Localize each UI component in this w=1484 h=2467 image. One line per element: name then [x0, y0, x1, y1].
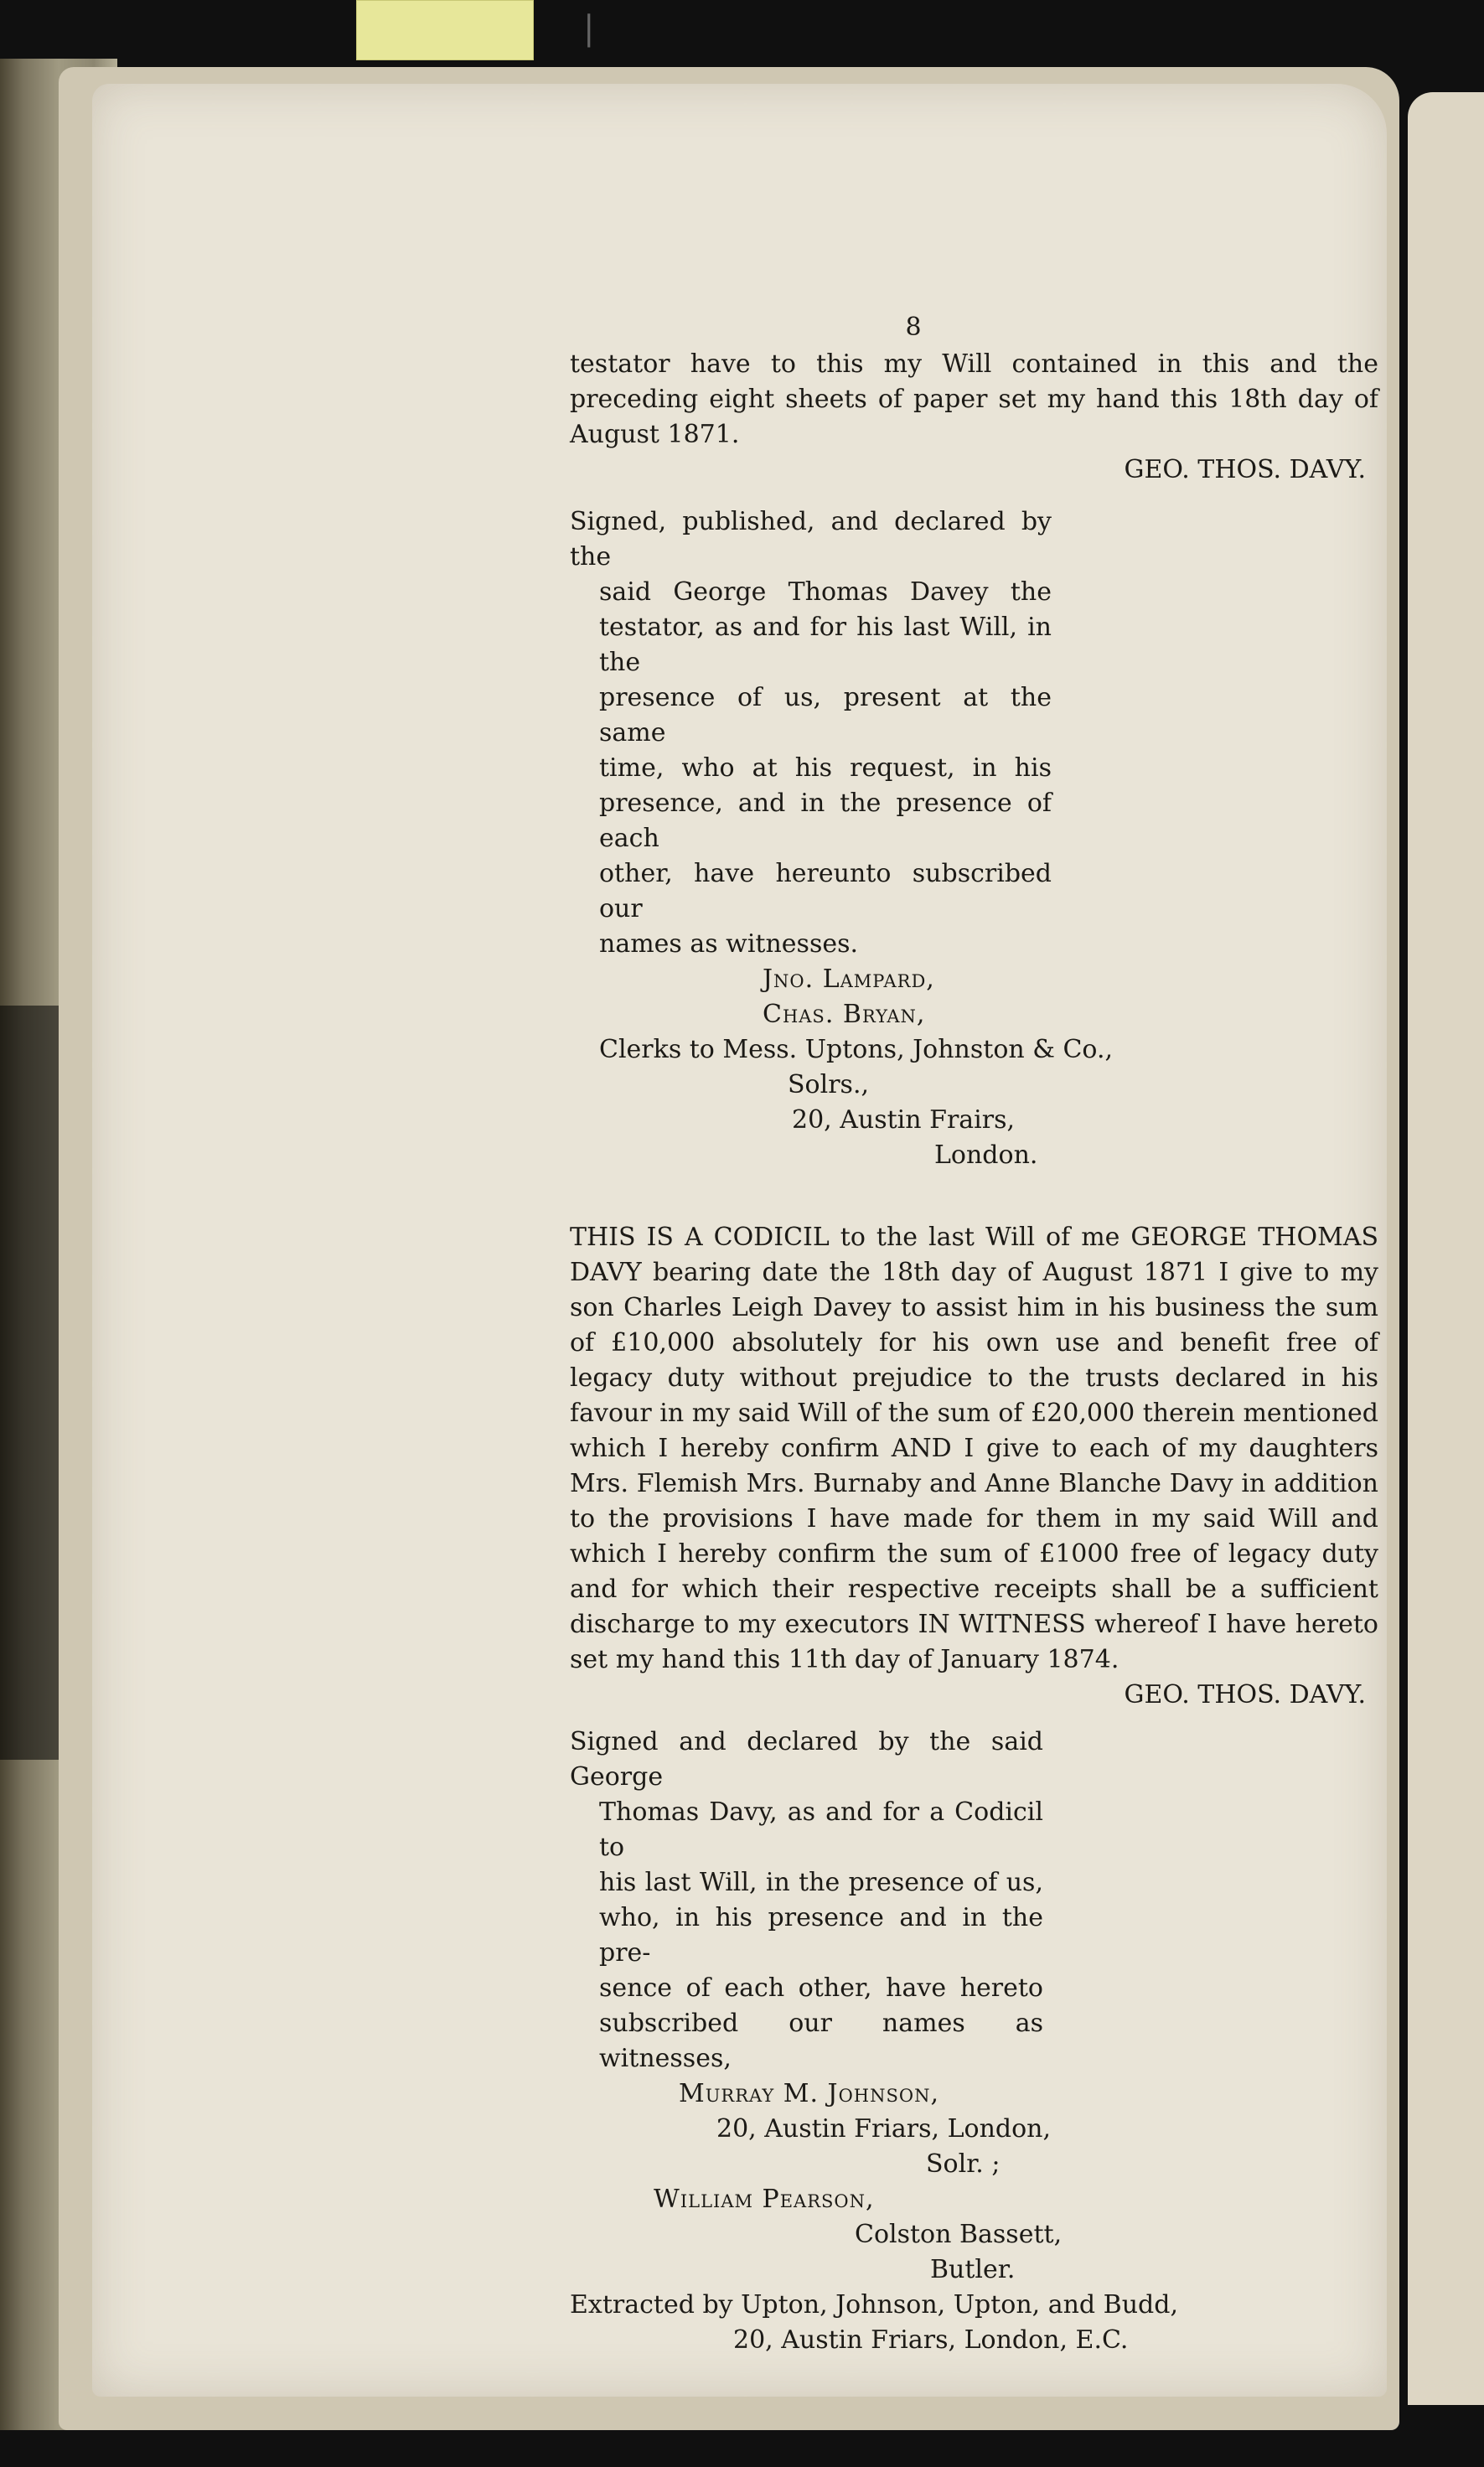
- attestation-line: names as witnesses.: [599, 929, 859, 959]
- witness-occupation: Solr. ;: [926, 2149, 1001, 2179]
- witness-name: William Pearson,: [654, 2185, 875, 2214]
- attestation-line: Signed, published, and declared by the: [570, 507, 1052, 571]
- codicil-attestation-clause: [570, 1725, 1043, 2077]
- witness-city: London.: [934, 1140, 1038, 1170]
- attestation-line: other, have hereunto subscribed our: [599, 859, 1052, 923]
- extracted-by: [570, 2288, 1383, 2358]
- will-attestation-clause: [570, 504, 1052, 962]
- page-content: [570, 310, 1383, 2358]
- paper-tab: [356, 0, 595, 60]
- codicil-signature: GEO. THOS. DAVY.: [1124, 1680, 1366, 1709]
- attestation-line: presence of us, present at the same: [599, 683, 1052, 747]
- extracted-line: Extracted by Upton, Johnson, Upton, and Budd,: [570, 2290, 1178, 2320]
- will-ending-text: testator have to this my Will contained in this and the preceding eight sheets of paper set my hand this 18th day of August 1871.: [570, 349, 1378, 449]
- witness-name: Chas. Bryan,: [763, 1000, 926, 1029]
- witness-employer: Clerks to Mess. Uptons, Johnston & Co.,: [599, 1035, 1114, 1064]
- attestation-line: his last Will, in the presence of us,: [599, 1868, 1043, 1897]
- attestation-line: subscribed our names as witnesses,: [599, 2009, 1043, 2073]
- witness-name: Murray M. Johnson,: [679, 2079, 939, 2108]
- attestation-line: said George Thomas Davey the: [599, 577, 1052, 607]
- extracted-address: 20, Austin Friars, London, E.C.: [733, 2325, 1129, 2355]
- attestation-line: sence of each other, have hereto: [599, 1973, 1043, 2003]
- page-number: 8: [905, 313, 922, 342]
- attestation-line: presence, and in the presence of each: [599, 789, 1052, 853]
- codicil-text: THIS IS A CODICIL to the last Will of me GEORGE THOMAS DAVY bearing date the 18th day of August 1871 I give to my son Charles Leigh Davey to assist him in his business the sum of £10,000 absolutely for his own use and benefit free of legacy duty without prejudice to the trusts declared in his favour in my said Will of the sum of £20,000 therein mentioned which I hereby confirm AND I give to each of my daughters Mrs. Flemish Mrs. Burnaby and Anne Blanche Davy in addition to the provisions I have made for them in my said Will and which I hereby confirm the sum of £1000 free of legacy duty and for which their respective receipts shall be a sufficient discharge to my executors IN WITNESS whereof I have hereto set my hand this 11th day of January 1874.: [570, 1223, 1378, 1674]
- will-witnesses: [570, 962, 1383, 1173]
- attestation-line: testator, as and for his last Will, in the: [599, 613, 1052, 677]
- witness-address: 20, Austin Friars, London,: [716, 2114, 1052, 2144]
- attestation-line: time, who at his request, in his: [599, 753, 1052, 783]
- witness-address: 20, Austin Frairs,: [792, 1105, 1016, 1135]
- will-signature: GEO. THOS. DAVY.: [1124, 455, 1366, 484]
- codicil-witnesses: [570, 2077, 1383, 2288]
- attestation-line: who, in his presence and in the pre-: [599, 1903, 1043, 1968]
- attestation-line: Thomas Davy, as and for a Codicil to: [599, 1797, 1043, 1862]
- witness-name: Jno. Lampard,: [763, 965, 935, 994]
- witness-occupation: Butler.: [930, 2255, 1016, 2284]
- facing-page-edge: [1408, 92, 1484, 2405]
- attestation-line: Signed and declared by the said George: [570, 1727, 1043, 1792]
- witness-title: Solrs.,: [788, 1070, 870, 1099]
- witness-address: Colston Bassett,: [855, 2220, 1063, 2249]
- tab-mark: |: [583, 9, 595, 48]
